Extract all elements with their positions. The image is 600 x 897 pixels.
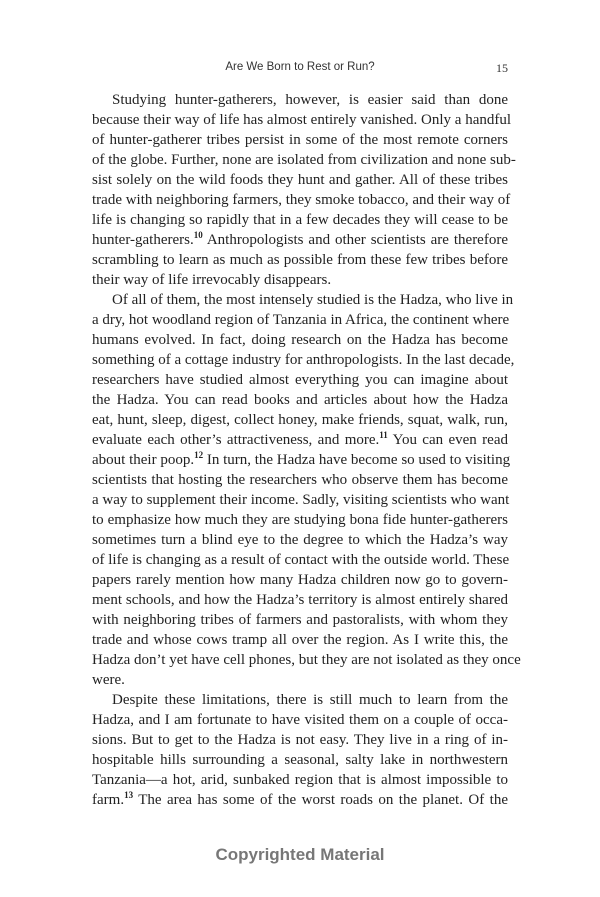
- copyright-watermark: Copyrighted Material: [215, 845, 385, 864]
- line-text: their way of life irrevocably disappears.: [92, 272, 332, 288]
- text-line: [92, 590, 508, 610]
- running-header: [92, 61, 508, 79]
- line-text: humans evolved. In fact, doing research on the Hadza has become: [92, 332, 508, 348]
- text-line: [92, 610, 508, 630]
- line-text: evaluate each other’s attractiveness, and more.: [92, 432, 380, 448]
- text-line: [92, 270, 508, 290]
- text-line: [92, 770, 508, 790]
- line-text: trade and whose cows tramp all over the region. As I write this, the: [92, 632, 508, 648]
- text-line: [92, 290, 514, 310]
- line-text-continued: The area has some of the worst roads on the planet. Of the: [133, 792, 508, 808]
- text-line: [92, 510, 508, 530]
- text-line: [92, 330, 508, 350]
- line-text: Tanzania—a hot, arid, sunbaked region that is almost impossible to: [92, 772, 508, 788]
- line-text: ment schools, and how the Hadza’s territory is almost entirely shared: [92, 592, 508, 608]
- line-text: scrambling to learn as much as possible from these few tribes before: [92, 252, 508, 268]
- line-text: sometimes turn a blind eye to the degree to which the Hadza’s way: [92, 532, 508, 548]
- text-line: [92, 530, 508, 550]
- text-line: [92, 150, 516, 170]
- line-text-continued: In turn, the Hadza have become so used to visiting: [203, 452, 511, 468]
- footnote-marker: 13: [124, 790, 134, 800]
- line-text: were.: [92, 672, 125, 688]
- text-line: [92, 410, 508, 430]
- text-line: [92, 230, 508, 250]
- page-number: 15: [496, 61, 508, 75]
- line-text: of the globe. Further, none are isolated from civilization and none sub-: [92, 152, 516, 168]
- line-text-continued: You can even read: [387, 432, 508, 448]
- text-line: [92, 690, 508, 710]
- footnote-marker: 10: [193, 230, 203, 240]
- line-text: of hunter-gatherer tribes persist in some of the most remote corners: [92, 132, 508, 148]
- line-text: scientists that hosting the researchers who observe them has become: [92, 472, 508, 488]
- text-line: [92, 430, 508, 450]
- line-text: with neighboring tribes of farmers and pastoralists, with whom they: [92, 612, 508, 628]
- line-text: Hadza don’t yet have cell phones, but they are not isolated as they once: [92, 652, 521, 668]
- text-line: [92, 370, 508, 390]
- text-line: [92, 570, 508, 590]
- line-text: trade with neighboring farmers, they smoke tobacco, and their way of: [92, 192, 511, 208]
- line-text: hospitable hills surrounding a seasonal, salty lake in northwestern: [92, 752, 508, 768]
- footnote-marker: 12: [194, 450, 204, 460]
- text-line: [92, 190, 511, 210]
- text-line: [92, 790, 508, 810]
- text-line: [92, 650, 521, 670]
- text-line: [92, 130, 508, 150]
- footnote-marker: 11: [379, 430, 388, 440]
- text-line: [92, 390, 508, 410]
- line-text: researchers have studied almost everything you can imagine about: [92, 372, 508, 388]
- line-text: about their poop.: [92, 452, 195, 468]
- line-text: a dry, hot woodland region of Tanzania in Africa, the continent where: [92, 312, 510, 328]
- text-line: [92, 90, 508, 110]
- line-text: hunter-gatherers.: [92, 232, 194, 248]
- line-text: Studying hunter-gatherers, however, is easier said than done: [112, 92, 508, 108]
- line-text: Despite these limitations, there is still much to learn from the: [112, 692, 508, 708]
- text-line: [92, 110, 512, 130]
- line-text: life is changing so rapidly that in a few decades they will cease to be: [92, 212, 508, 228]
- line-text: of life is changing as a result of contact with the outside world. These: [92, 552, 510, 568]
- text-line: [92, 670, 508, 690]
- line-text: farm.: [92, 792, 125, 808]
- line-text: Of all of them, the most intensely studied is the Hadza, who live in: [112, 292, 514, 308]
- line-text: Hadza, and I am fortunate to have visited them on a couple of occa-: [92, 712, 508, 728]
- text-line: [92, 470, 508, 490]
- text-line: [92, 350, 515, 370]
- running-title: Are We Born to Rest or Run?: [225, 61, 375, 73]
- text-line: [92, 250, 508, 270]
- text-line: [92, 170, 508, 190]
- line-text: something of a cottage industry for anthropologists. In the last decade,: [92, 352, 515, 368]
- text-line: [92, 490, 508, 510]
- text-line: [92, 210, 508, 230]
- line-text: sist solely on the wild foods they hunt and gather. All of these tribes: [92, 172, 508, 188]
- line-text: the Hadza. You can read books and articles about how the Hadza: [92, 392, 508, 408]
- line-text: papers rarely mention how many Hadza children now go to govern-: [92, 572, 508, 588]
- line-text: sions. But to get to the Hadza is not easy. They live in a ring of in-: [92, 732, 508, 748]
- line-text: because their way of life has almost entirely vanished. Only a handful: [92, 112, 512, 128]
- line-text-continued: Anthropologists and other scientists are therefore: [202, 232, 508, 248]
- text-line: [92, 310, 508, 330]
- text-line: [92, 550, 508, 570]
- text-line: [92, 450, 511, 470]
- text-line: [92, 750, 508, 770]
- text-line: [92, 630, 508, 650]
- body-text: [92, 90, 521, 810]
- text-line: [92, 730, 508, 750]
- text-line: [92, 710, 508, 730]
- line-text: a way to supplement their income. Sadly, visiting scientists who want: [92, 492, 510, 508]
- line-text: to emphasize how much they are studying bona fide hunter-gatherers: [92, 512, 508, 528]
- line-text: eat, hunt, sleep, digest, collect honey, make friends, squat, walk, run,: [92, 412, 508, 428]
